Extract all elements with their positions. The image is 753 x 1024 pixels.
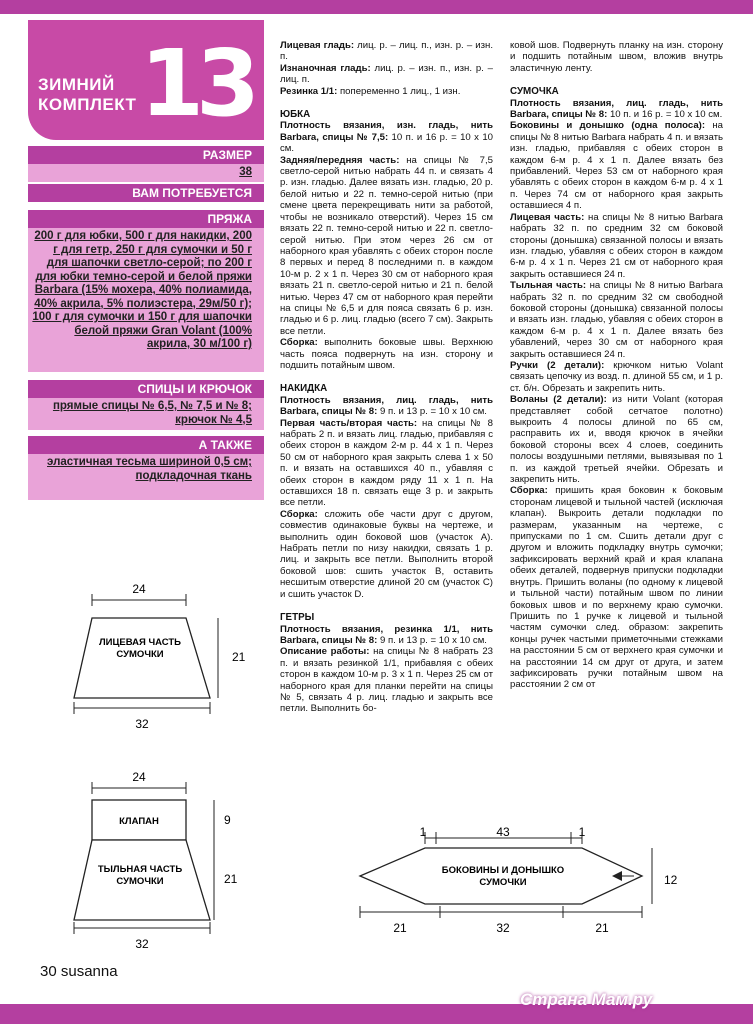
size-heading: РАЗМЕР [28, 146, 264, 164]
paragraph: Сборка: пришить края боковин к боковым сторонам лицевой и тыльной частей (исключая клапан). Выкроить детали подкладки по размерам, указанным на чертеже, с припусками по 1 см. Сшить детали друг с другом и вложить подкладку внутрь сумочки; зафиксировать верхний край и края клапана обеих деталей, подвернув припуски подкладки внутрь. Пришить воланы (по одному к лицевой и тыльной части) потайным швом по линии боковых швов и по верхнему краю сумочки. Пришить по 1 ручке к лицевой и тыльной частям сумочки след. образом: закрепить концы ручек частыми приметочными стежками на расстоянии 5 см от верхнего края сумочки и на расстоянии 14 см друг от друга, и затем зафиксировать ручки потайным швом на расстоянии 2 см от [510, 485, 723, 691]
paragraph: Первая часть/вторая часть: на спицы № 8 набрать 2 п. и вязать лиц. гладью, прибавляя с обеих сторон в каждом 2-м р. 44 х 1 п. Через 50 см от наборного края закрыть слева 1 х 50 п. и вязать на оставшихся 40 п., убавляя с обеих сторон в каждом ряду 11 х 1 п. На оставшихся 18 п. связать еще 3 р. и закрыть все петли. [280, 417, 493, 509]
dim-side: 21 [232, 650, 246, 664]
dim-t2: 43 [496, 825, 510, 839]
paragraph: Боковины и донышко (одна полоса): на спицы № 8 нитью Barbara набрать 4 п. и вязать изн. гладью, прибавляя с обеих сторон в каждом 6-м р. 4 х 1 п. Далее вязать без прибавлений. Через 53 см от наборного края убавлять с обеих сторон в каждом 6-м р. 4 х 1 п. Через 74 см от наборного края закрыть оставшиеся 4 п. [510, 120, 723, 212]
paragraph: Изнаночная гладь: лиц. р. – изн. п., изн. р. – лиц. п. [280, 62, 493, 86]
top-bar [0, 0, 753, 14]
magazine-name: susanna [60, 963, 118, 980]
flap-label: КЛАПАН [119, 816, 159, 827]
paragraph: ковой шов. Подвернуть планку на изн. сторону и подшить потайным швом, вложив внутрь эластичную ленту. [510, 40, 723, 74]
needles-text: прямые спицы № 6,5, № 7,5 и № 8; крючок № 4,5 [28, 398, 264, 430]
page-footer [40, 963, 118, 980]
paragraph: Воланы (2 детали): из нити Volant (которая представляет собой сетчатое полотно) выкроить 4 полосы длиной по 65 см, расправить их и, вводя крючок в ячейки боковой стороны всех 4 слоев, соединить полосы воздушными петлями, вывязывая по 1 п. из каждой третьей ячейки. Обрезать и закрепить нить. [510, 394, 723, 486]
paragraph: Плотность вязания, резинка 1/1, нить Barbara, спицы № 8: 9 п. и 13 р. = 10 х 10 см. [280, 623, 493, 646]
section-heading: СУМОЧКА [510, 86, 559, 98]
back-label-1: ТЫЛЬНАЯ ЧАСТЬ [97, 864, 183, 875]
page-number: 30 [40, 963, 57, 980]
front-label-2: СУМОЧКИ [116, 649, 164, 660]
paragraph: Лицевая часть: на спицы № 8 нитью Barbara набрать 32 п. по средним 32 см боковой стороны (донышка) связанной полосы и вязать изн. гладью, убавляя с обеих сторон в каждом 6-м р. 4 х 1 п. Через 21 см от наборного края закрыть оставшиеся 24 п. [510, 211, 723, 280]
paragraph: Плотность вязания, лиц. гладь, нить Barbara, спицы № 8: 9 п. и 13 р. = 10 х 10 см. [280, 394, 493, 418]
dim-b1: 21 [393, 921, 407, 935]
yarn-heading: ПРЯЖА [28, 210, 264, 228]
dim-h: 12 [664, 873, 678, 887]
paragraph: Резинка 1/1: попеременно 1 лиц., 1 изн. [280, 85, 461, 97]
dim-flap: 9 [224, 813, 231, 827]
strip-shape [360, 848, 642, 904]
front-part-diagram [74, 582, 246, 731]
section-heading: ЮБКА [280, 109, 311, 121]
dim-top: 24 [132, 770, 146, 784]
bag-diagrams [0, 560, 753, 960]
watermark: Страна Мам.ру [520, 990, 653, 1009]
paragraph: Сборка: сложить обе части друг с другом, совместив одинаковые буквы на чертеже, и выполнить один боковой шов (участок А). Набрать петли по низу накидки, связать 1 р. лиц. и закрыть все петли. Выполнить второй боковой шов: сшить участок В, оставить несшитым отверстие длиной 20 см (участок С) и сшить участок D. [280, 508, 493, 600]
paragraph: Задняя/передняя часть: на спицы № 7,5 светло-серой нитью набрать 44 п. и связать 4 р. изн. гладью. Далее вязать изн. гладью, 20 р. белой нитью и 22 п. темно-серой нитью (при смене цвета перекрещивать нити за работой, чтобы не возникало отверстий). Через 15 см вязать 22 п. темно-серой нитью и 22 п. светло-серой нитью. При этом через 26 см от наборного края убавлять с обеих сторон после 8 первых и перед 8 последними п. в каждом 10-м р. 2 х 1 п. Через 30 см от наборного края вязать 21 п. светло-серой нитью и 21 п. белой нитью. Через 47 см от наборного края перейти на спицы № 6,5 и для пояса связать 6 р. изн. гладью и 6 р. лиц. гладью (всего 7 см). Закрыть все петли. [280, 154, 493, 337]
section-heading: ГЕТРЫ [280, 612, 315, 624]
dim-bottom: 32 [135, 717, 149, 731]
dim-t3: 1 [578, 825, 586, 839]
project-number: 13 [140, 30, 253, 137]
size-value: 38 [28, 164, 264, 182]
front-label-1: ЛИЦЕВАЯ ЧАСТЬ [98, 637, 182, 648]
paragraph: Плотность вязания, изн. гладь, нить Barbara, спицы № 7,5: 10 п. и 16 р. = 10 х 10 см. [280, 120, 493, 155]
paragraph: Ручки (2 детали): крючком нитью Volant связать цепочку из возд. п. длиной 55 см, и 1 р. ст. б/н. Обрезать и закрепить нить. [510, 359, 723, 394]
also-heading: А ТАКЖЕ [28, 436, 264, 454]
strip-diagram [360, 825, 678, 935]
strip-label-1: БОКОВИНЫ И ДОНЫШКО [441, 865, 565, 876]
back-part-diagram [74, 770, 238, 951]
needles-heading: СПИЦЫ И КРЮЧОК [28, 380, 264, 398]
title-line-1: ЗИМНИЙ [38, 75, 115, 94]
materials-heading: ВАМ ПОТРЕБУЕТСЯ [28, 184, 264, 202]
paragraph: Сборка: выполнить боковые швы. Верхнюю часть пояса подвернуть на изн. сторону и подшить потайным швом. [280, 337, 493, 371]
dim-b3: 21 [595, 921, 609, 935]
dim-b2: 32 [496, 921, 510, 935]
paragraph: Описание работы: на спицы № 8 набрать 23 п. и вязать резинкой 1/1, прибавляя с обеих сторон в каждом 10-м р. 3 х 1 п. Через 25 см от наборного края для планки перейти на спицы № 5, связать 4 р. лиц. гладью и закрыть все петли. Выполнить бо- [280, 646, 493, 715]
dim-t1: 1 [419, 825, 427, 839]
section-heading: НАКИДКА [280, 383, 328, 395]
also-text: эластичная тесьма шириной 0,5 см; подкладочная ткань [28, 454, 264, 500]
dim-side: 21 [224, 872, 238, 886]
paragraph: Лицевая гладь: лиц. р. – лиц. п., изн. р. – изн. п. [280, 40, 493, 63]
yarn-text: 200 г для юбки, 500 г для накидки, 200 г для гетр, 250 г для сумочки и 50 г для шапочки светло-серой; по 200 г для юбки темно-серой и белой пряжи Barbara (15% мохера, 40% полиамида, 40% акрила, 5% полиэстера, 29м/50 г); 100 г для сумочки и 150 г для шапочки белой пряжи Gran Volant (100% акрила, 30 м/100 г) [28, 228, 264, 372]
dim-bottom: 32 [135, 937, 149, 951]
paragraph: Плотность вязания, лиц. гладь, нить Barbara, спицы № 8: 10 п. и 16 р. = 10 х 10 см. [510, 97, 723, 121]
title-line-2: КОМПЛЕКТ [38, 95, 137, 114]
back-label-2: СУМОЧКИ [116, 876, 164, 887]
strip-label-2: СУМОЧКИ [479, 877, 527, 888]
project-title [38, 75, 136, 115]
paragraph: Тыльная часть: на спицы № 8 нитью Barbara набрать 32 п. по средним 32 см свободной боковой стороны (донышка) связанной полосы и вязать изн. гладью, убавляя с обеих сторон в каждом 6-м р. 4 х 1 п. Далее вязать без убавлений, через 30 см от наборного края закрыть оставшиеся 24 п. [510, 280, 723, 360]
dim-top: 24 [132, 582, 146, 596]
